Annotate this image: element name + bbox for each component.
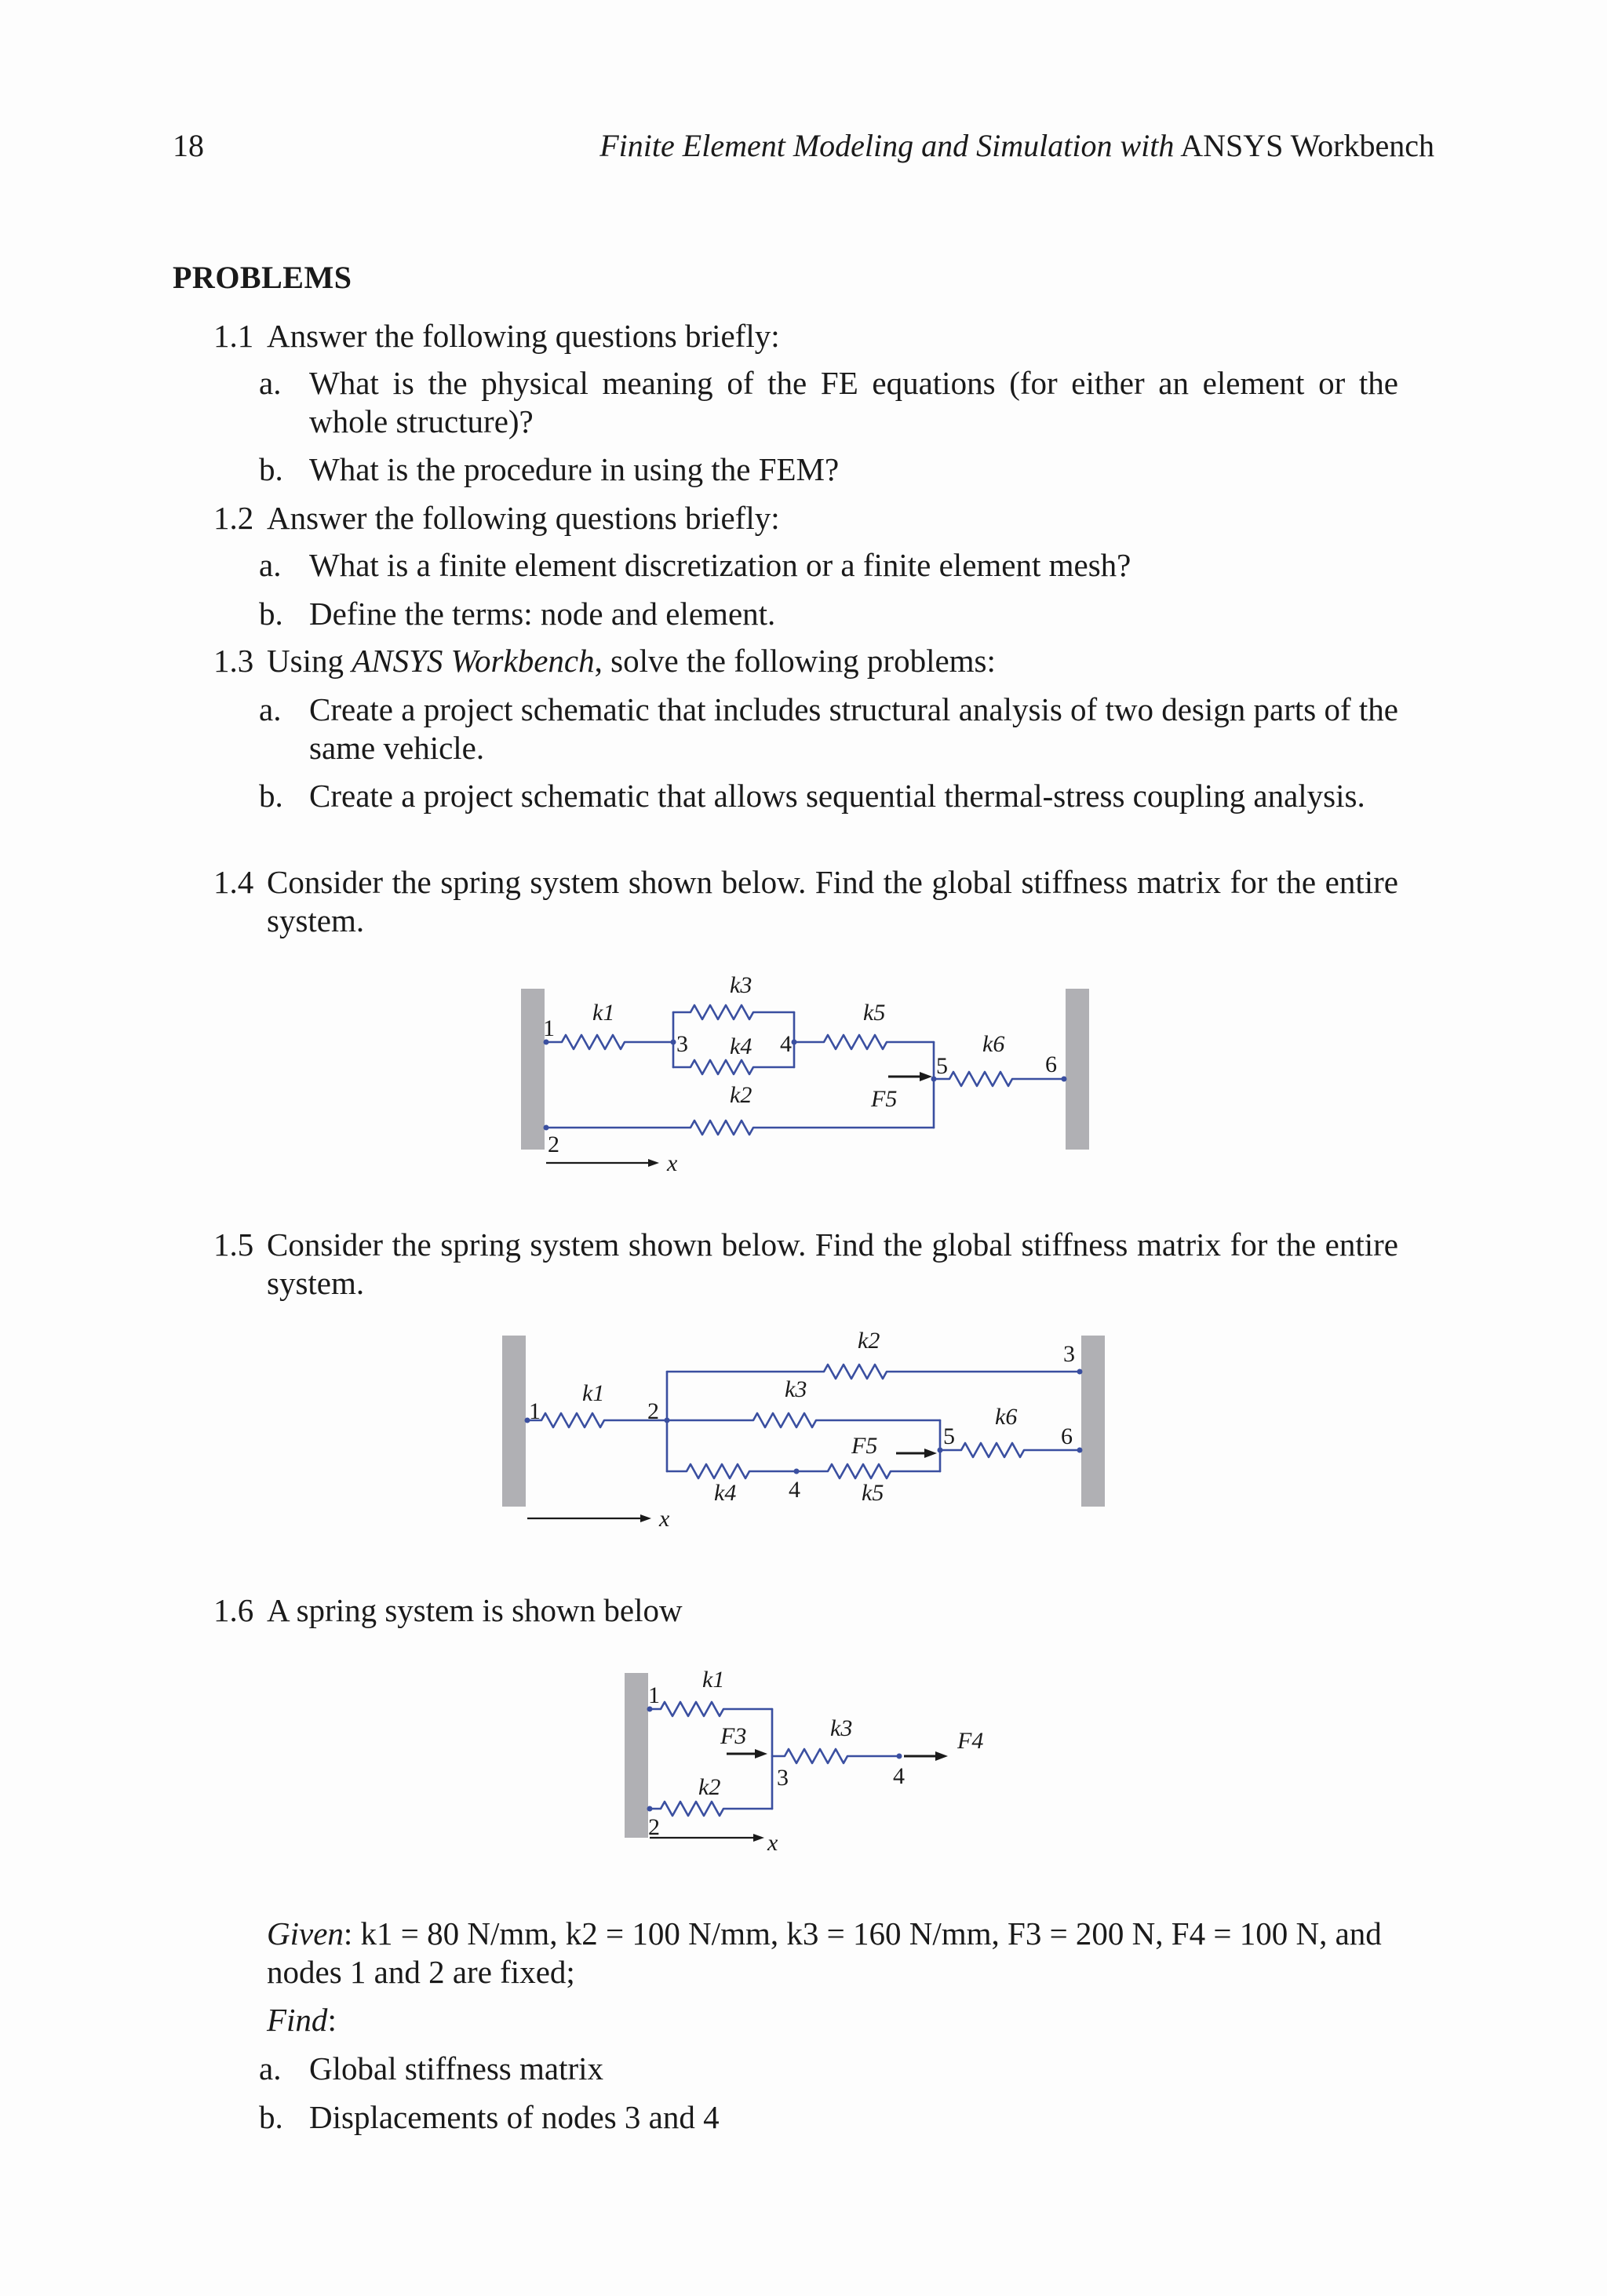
problem-1-3-a (259, 691, 1398, 767)
section-title: PROBLEMS (173, 260, 352, 295)
right-wall (1081, 1336, 1105, 1507)
force-label-f4: F4 (957, 1728, 984, 1754)
item-label: a. (259, 691, 282, 727)
given-text: : k1 = 80 N/mm, k2 = 100 N/mm, k3 = 160 N/mm, F3 = 200 N, F4 = 100 N, and nodes 1 and 2 are fixed; (267, 1915, 1382, 1990)
spring-k4 (673, 1060, 794, 1074)
find-label: Find: (267, 2002, 337, 2038)
page-number: 18 (173, 128, 204, 163)
item-label: b. (259, 2099, 283, 2135)
spring-label-k5: k5 (862, 1480, 884, 1506)
spring-label-k2: k2 (858, 1328, 880, 1354)
spring-label-k1: k1 (582, 1380, 605, 1406)
problem-number: 1.3 (213, 643, 254, 679)
node-label-2: 2 (647, 1398, 659, 1424)
spring-k3 (772, 1749, 899, 1763)
node-label-4: 4 (789, 1477, 800, 1503)
spring-label-k2: k2 (730, 1082, 752, 1108)
given-statement (267, 1915, 1397, 1992)
spring-k1 (546, 1035, 673, 1049)
problem-text: A spring system is shown below (267, 1592, 683, 1628)
problem-text-post: , solve the following problems: (594, 643, 996, 679)
spring-k2 (667, 1365, 1080, 1379)
left-wall (521, 989, 545, 1150)
spring-k3 (673, 1005, 794, 1019)
spring-system-figure-1 (502, 957, 1099, 1193)
item-label: a. (259, 547, 282, 583)
axis-label-x: x (659, 1506, 670, 1532)
spring-label-k2: k2 (698, 1774, 721, 1800)
running-head (599, 127, 1434, 164)
problem-number: 1.2 (213, 500, 254, 536)
node-label-3: 3 (676, 1031, 688, 1057)
axis-label-x: x (667, 1150, 678, 1176)
problem-1-4 (213, 863, 1398, 940)
problem-1-1-a (259, 364, 1398, 441)
node-label-3: 3 (777, 1765, 789, 1791)
spring-label-k4: k4 (730, 1033, 752, 1059)
spring-system-figure-3 (612, 1656, 1020, 1868)
problem-text: Consider the spring system shown below. Find the global stiffness matrix for the entire system. (267, 1226, 1398, 1301)
problem-1-3 (213, 642, 1398, 680)
node-label-5: 5 (936, 1053, 948, 1079)
item-label: a. (259, 2050, 282, 2086)
spring-label-k3: k3 (785, 1376, 807, 1402)
item-label: b. (259, 451, 283, 487)
node-label-3: 3 (1063, 1341, 1075, 1367)
item-text: Create a project schematic that includes structural analysis of two design parts of the same vehicle. (309, 691, 1398, 766)
item-text: What is a finite element discretization or a finite element mesh? (309, 547, 1131, 583)
running-head-brand: ANSYS Workbench (1180, 128, 1434, 163)
item-text: Create a project schematic that allows sequential thermal-stress coupling analysis. (309, 778, 1365, 814)
problem-1-3-b (259, 777, 1398, 815)
problem-text-pre: Using (267, 643, 344, 679)
problem-number: 1.4 (213, 864, 254, 900)
spring-label-k6: k6 (982, 1031, 1005, 1057)
spring-label-k3: k3 (730, 972, 752, 998)
item-text: Global stiffness matrix (309, 2050, 604, 2086)
running-head-italic: Finite Element Modeling and Simulation with (599, 128, 1175, 163)
node-label-6: 6 (1061, 1423, 1073, 1449)
problem-number: 1.6 (213, 1592, 254, 1628)
problem-1-6 (213, 1591, 1398, 1630)
problem-1-1-b (259, 450, 1398, 489)
spring-label-k6: k6 (995, 1404, 1018, 1430)
spring-k5 (796, 1464, 940, 1478)
problem-1-2-a (259, 546, 1398, 585)
spring-label-k3: k3 (830, 1715, 853, 1741)
force-label-f3: F3 (720, 1723, 747, 1749)
right-wall (1066, 989, 1089, 1150)
item-text: Define the terms: node and element. (309, 596, 776, 632)
left-wall (625, 1673, 648, 1838)
item-label: b. (259, 596, 283, 632)
spring-k3 (667, 1413, 940, 1427)
problem-text (267, 642, 1398, 680)
spring-k1 (650, 1702, 772, 1716)
given-label: Given (267, 1915, 344, 1952)
item-label: a. (259, 365, 282, 401)
node-label-2: 2 (648, 1814, 660, 1840)
spring-label-k1: k1 (702, 1667, 725, 1693)
problem-1-5 (213, 1226, 1398, 1303)
problem-1-2 (213, 499, 1398, 538)
node-label-1: 1 (648, 1682, 660, 1708)
node-label-4: 4 (780, 1031, 792, 1057)
problem-1-2-b (259, 595, 1398, 633)
find-item-b (259, 2098, 1398, 2137)
node-label-4: 4 (893, 1763, 905, 1789)
node-label-6: 6 (1045, 1051, 1057, 1077)
problem-number: 1.5 (213, 1226, 254, 1263)
item-text: What is the procedure in using the FEM? (309, 451, 840, 487)
problem-text: Consider the spring system shown below. Find the global stiffness matrix for the entire system. (267, 864, 1398, 938)
software-name: ANSYS Workbench (352, 643, 595, 679)
item-text: Displacements of nodes 3 and 4 (309, 2099, 720, 2135)
spring-k2 (650, 1802, 772, 1816)
find-item-a (259, 2050, 1398, 2088)
force-label-f5: F5 (871, 1086, 898, 1112)
spring-k2 (546, 1121, 934, 1135)
problem-text: Answer the following questions briefly: (267, 318, 780, 354)
node-label-1: 1 (543, 1015, 555, 1041)
problem-1-1 (213, 317, 1398, 355)
item-label: b. (259, 778, 283, 814)
force-label-f5: F5 (851, 1433, 878, 1459)
problem-number: 1.1 (213, 318, 254, 354)
find-label-text: Find (267, 2002, 328, 2038)
node-label-1: 1 (529, 1398, 541, 1424)
spring-k5 (794, 1035, 934, 1049)
spring-label-k5: k5 (863, 1000, 886, 1026)
spring-label-k1: k1 (592, 1000, 615, 1026)
spring-k6 (940, 1443, 1080, 1457)
left-wall (502, 1336, 526, 1507)
axis-label-x: x (767, 1830, 778, 1856)
node-label-2: 2 (548, 1132, 559, 1157)
problem-text: Answer the following questions briefly: (267, 500, 780, 536)
node-label-5: 5 (943, 1423, 955, 1449)
spring-k4 (667, 1464, 796, 1478)
spring-system-figure-2 (494, 1318, 1122, 1554)
item-text: What is the physical meaning of the FE equations (for either an element or the whole structure)? (309, 365, 1398, 439)
spring-label-k4: k4 (714, 1480, 737, 1506)
spring-k1 (527, 1413, 667, 1427)
